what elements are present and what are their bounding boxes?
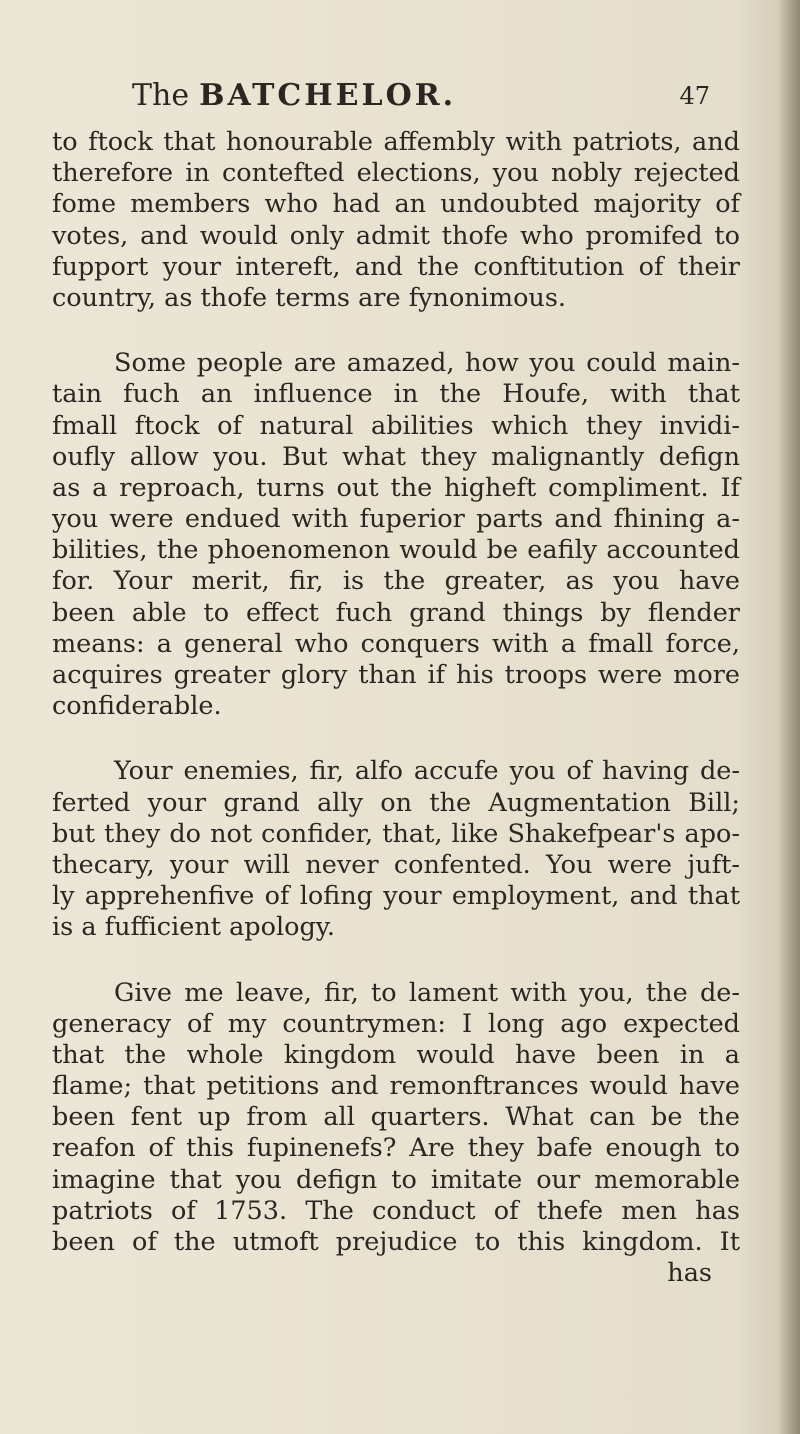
text-line: been fent up from all quarters. What can be the [52, 1102, 740, 1133]
text-line: fupport your intereft, and the conftitution of their [52, 251, 740, 282]
text-line: therefore in contefted elections, you nobly rejected [52, 158, 740, 189]
text-line: thecary, your will never confented. You were juft- [52, 849, 740, 880]
text-line: confiderable. [52, 691, 222, 722]
text-line: country, as thofe terms are fynonimous. [52, 282, 567, 313]
text-line: for. Your merit, fir, is the greater, as you have [52, 566, 740, 597]
text-line: to ftock that honourable affembly with patriots, and [52, 127, 740, 157]
text-line: tain fuch an influence in the Houfe, with that [52, 379, 740, 410]
text-line: but they do not confider, that, like Shakefpear's apo- [52, 818, 740, 849]
text-line: you were endued with fuperior parts and fhining a- [52, 504, 740, 535]
text-line: been able to effect fuch grand things by flender [52, 597, 740, 628]
text-line: ferted your grand ally on the Augmentation Bill; [52, 787, 740, 818]
text-line: votes, and would only admit thofe who promifed to [52, 220, 740, 251]
text-line: acquires greater glory than if his troops were more [52, 660, 740, 690]
text-line: Give me leave, fir, to lament with you, the de- [114, 977, 740, 1008]
text-line: is a fufficient apology. [52, 912, 335, 943]
page-number: 47 [679, 82, 710, 110]
page-edge [778, 0, 800, 1434]
text-line: oufly allow you. But what they malignantly defign [52, 441, 740, 472]
page-header [110, 78, 710, 124]
text-line: imagine that you defign to imitate our memorable [52, 1164, 740, 1195]
text-line: means: a general who conquers with a fmall force, [52, 628, 740, 659]
text-line: been of the utmoft prejudice to this kingdom. It [52, 1227, 740, 1257]
text-line: fome members who had an undoubted majority of [52, 189, 740, 220]
text-line: Some people are amazed, how you could main- [114, 348, 740, 379]
text-line: patriots of 1753. The conduct of thefe men has [52, 1195, 740, 1226]
text-line: fmall ftock of natural abilities which they invidi- [52, 410, 740, 441]
catchword: has [667, 1258, 712, 1289]
running-head-the: The [132, 78, 190, 113]
running-head-title: BATCHELOR. [199, 78, 457, 113]
text-line: generacy of my countrymen: I long ago expected [52, 1008, 740, 1039]
text-line: ly apprehenfive of lofing your employment, and that [52, 881, 740, 912]
text-line: reafon of this fupinenefs? Are they bafe enough to [52, 1133, 740, 1164]
text-line: Your enemies, fir, alfo accufe you of having de- [114, 756, 740, 787]
text-line: bilities, the phoenomenon would be eafily accounted [52, 535, 740, 566]
text-line: as a reproach, turns out the higheft compliment. If [52, 472, 740, 503]
text-line: that the whole kingdom would have been in a [52, 1039, 740, 1070]
running-head [132, 78, 456, 113]
text-line: flame; that petitions and remonftrances would have [52, 1071, 740, 1102]
body-text [52, 127, 740, 1289]
